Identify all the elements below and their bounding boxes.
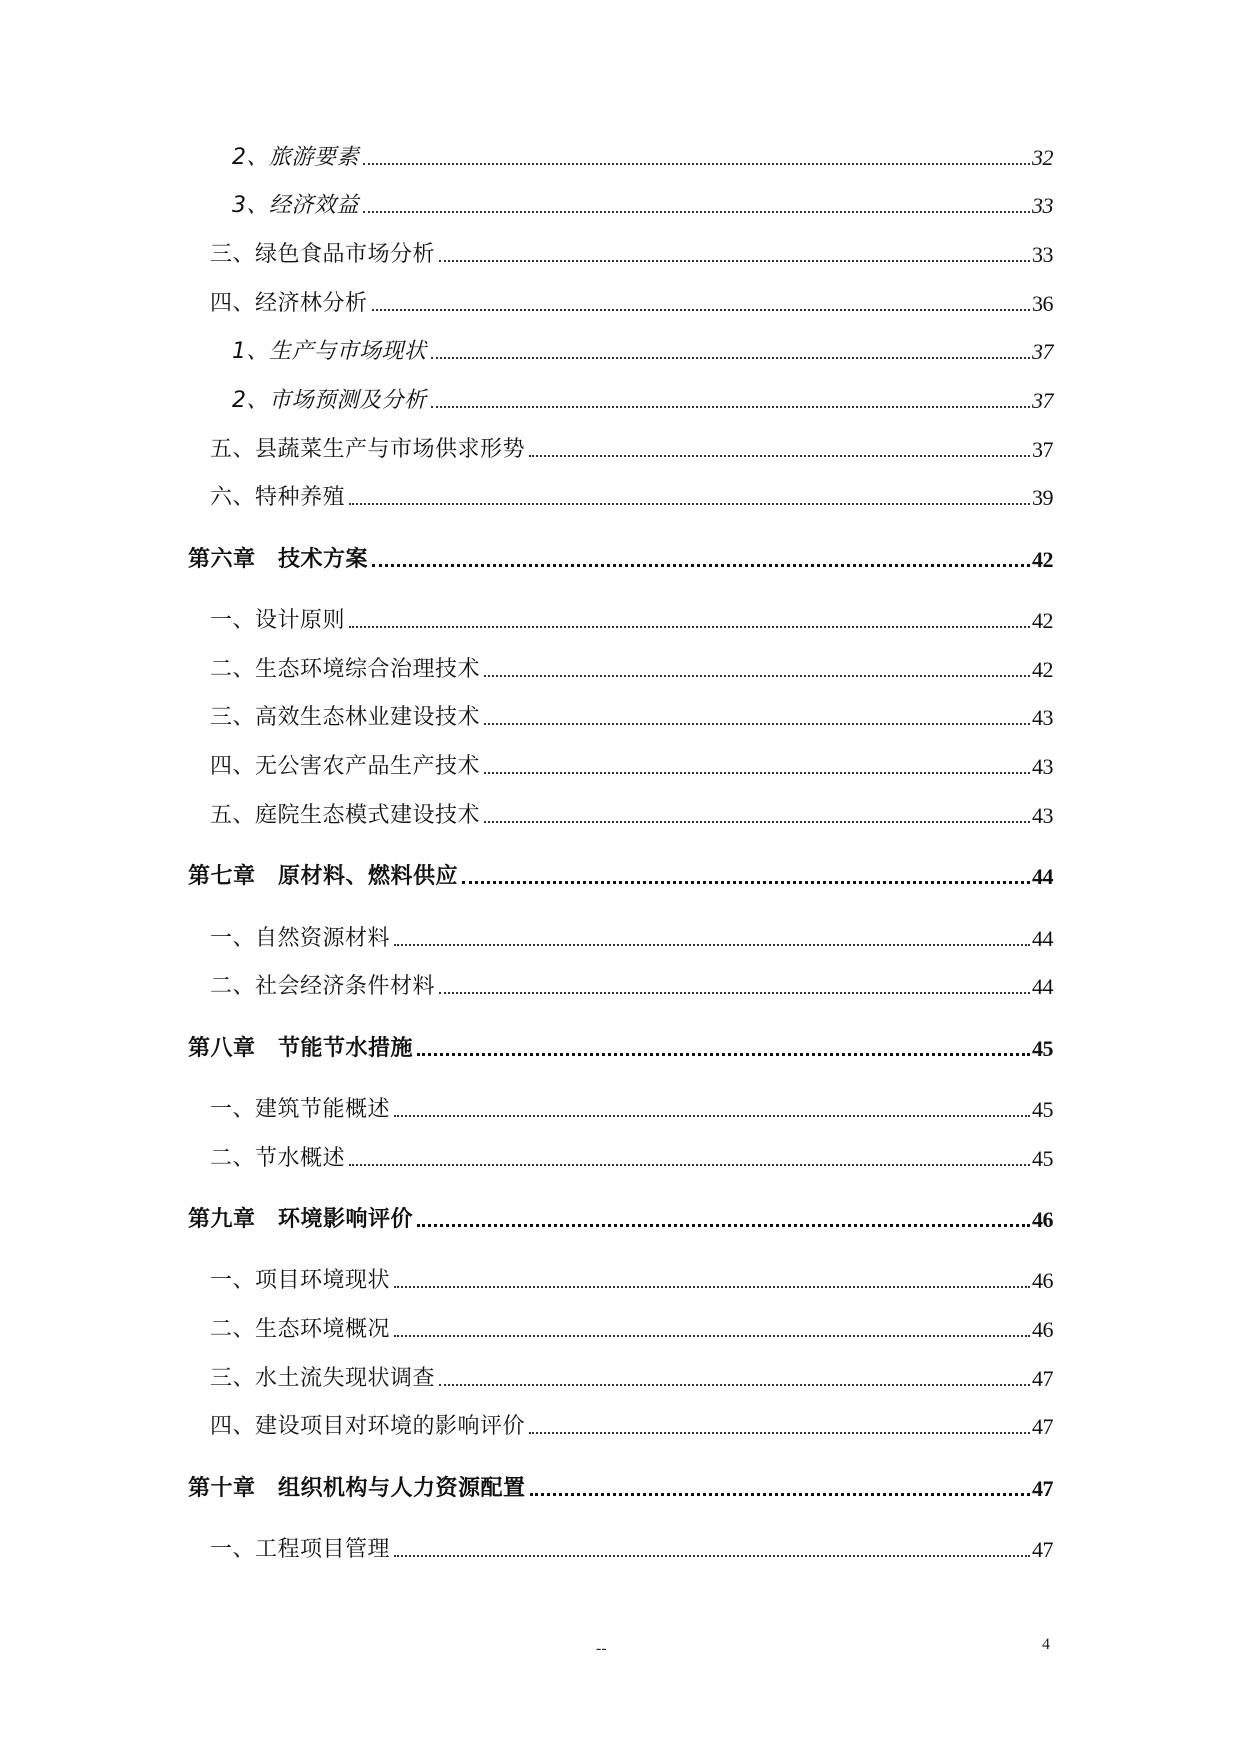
toc-entry-label: 第六章 技术方案	[188, 547, 369, 572]
toc-dot-leader	[394, 1286, 1030, 1288]
toc-dot-leader	[394, 1555, 1030, 1557]
toc-dot-leader	[431, 406, 1031, 408]
toc-dot-leader	[439, 992, 1030, 994]
toc-entry[interactable]	[232, 339, 1053, 365]
toc-dot-leader	[372, 309, 1030, 311]
toc-entry-page: 46	[1032, 1317, 1053, 1342]
toc-entry-page: 45	[1032, 1036, 1053, 1061]
page-number: 4	[1042, 1636, 1050, 1653]
toc-entry[interactable]	[210, 1146, 1053, 1172]
toc-entry-page: 42	[1032, 608, 1053, 633]
toc-chapter-entry[interactable]	[188, 1036, 1053, 1062]
toc-dot-leader	[484, 821, 1030, 823]
toc-entry-page: 36	[1032, 291, 1053, 316]
toc-dot-leader	[417, 1224, 1030, 1227]
toc-entry[interactable]	[210, 608, 1053, 634]
toc-dot-leader	[417, 1053, 1030, 1056]
toc-dot-leader	[462, 881, 1030, 884]
toc-entry-page: 45	[1032, 1146, 1053, 1171]
toc-entry-page: 44	[1032, 864, 1053, 889]
toc-entry-label: 2、旅游要素	[232, 145, 359, 170]
toc-entry[interactable]	[210, 1317, 1053, 1343]
toc-entry-label: 第十章 组织机构与人力资源配置	[188, 1476, 526, 1501]
toc-entry[interactable]	[210, 974, 1053, 1000]
toc-entry-page: 43	[1032, 754, 1053, 779]
toc-entry-page: 37	[1032, 339, 1053, 364]
toc-entry-label: 第八章 节能节水措施	[188, 1036, 414, 1061]
toc-chapter-entry[interactable]	[188, 1476, 1053, 1502]
toc-entry[interactable]	[210, 437, 1053, 463]
toc-entry-page: 43	[1032, 803, 1053, 828]
toc-entry-page: 42	[1032, 547, 1053, 572]
toc-entry-label: 四、经济林分析	[210, 291, 368, 316]
toc-entry-label: 二、节水概述	[210, 1146, 346, 1171]
toc-entry-page: 39	[1032, 485, 1053, 510]
toc-entry-label: 2、市场预测及分析	[232, 388, 427, 413]
toc-entry-label: 五、庭院生态模式建设技术	[210, 803, 481, 828]
toc-dot-leader	[484, 675, 1030, 677]
toc-dot-leader	[363, 211, 1030, 213]
toc-entry-page: 47	[1032, 1366, 1053, 1391]
toc-entry-label: 二、生态环境概况	[210, 1317, 391, 1342]
toc-dot-leader	[394, 1115, 1030, 1117]
toc-entry[interactable]	[210, 1097, 1053, 1123]
toc-entry-page: 33	[1032, 193, 1053, 218]
toc-dot-leader	[349, 1164, 1030, 1166]
footer-mark: --	[596, 1640, 607, 1657]
toc-entry-page: 32	[1032, 145, 1053, 170]
toc-dot-leader	[439, 260, 1030, 262]
toc-entry-page: 42	[1032, 657, 1053, 682]
toc-dot-leader	[484, 772, 1030, 774]
toc-entry-page: 37	[1032, 437, 1053, 462]
toc-entry-page: 47	[1032, 1476, 1053, 1501]
toc-entry-page: 44	[1032, 926, 1053, 951]
toc-entry[interactable]	[210, 1268, 1053, 1294]
toc-entry[interactable]	[210, 803, 1053, 829]
toc-dot-leader	[529, 455, 1030, 457]
toc-dot-leader	[372, 564, 1030, 567]
toc-entry[interactable]	[210, 705, 1053, 731]
toc-entry-label: 一、项目环境现状	[210, 1268, 391, 1293]
toc-entry-page: 47	[1032, 1537, 1053, 1562]
toc-entry-page: 43	[1032, 705, 1053, 730]
toc-entry[interactable]	[210, 657, 1053, 683]
toc-dot-leader	[484, 723, 1030, 725]
toc-dot-leader	[394, 944, 1030, 946]
toc-entry[interactable]	[232, 145, 1053, 171]
toc-entry-label: 一、建筑节能概述	[210, 1097, 391, 1122]
toc-entry-page: 46	[1032, 1268, 1053, 1293]
toc-entry[interactable]	[210, 485, 1053, 511]
toc-entry-label: 二、社会经济条件材料	[210, 974, 436, 999]
toc-chapter-entry[interactable]	[188, 1207, 1053, 1233]
toc-dot-leader	[349, 503, 1030, 505]
toc-dot-leader	[349, 626, 1030, 628]
toc-entry[interactable]	[210, 926, 1053, 952]
toc-entry-label: 三、绿色食品市场分析	[210, 242, 436, 267]
toc-entry-page: 37	[1032, 388, 1053, 413]
toc-entry[interactable]	[210, 754, 1053, 780]
toc-entry-label: 一、工程项目管理	[210, 1537, 391, 1562]
toc-entry-label: 五、县蔬菜生产与市场供求形势	[210, 437, 526, 462]
toc-dot-leader	[431, 357, 1031, 359]
toc-entry-label: 三、水土流失现状调查	[210, 1366, 436, 1391]
toc-entry[interactable]	[210, 1537, 1053, 1563]
toc-entry-label: 第七章 原材料、燃料供应	[188, 864, 459, 889]
toc-entry-label: 3、经济效益	[232, 193, 359, 218]
toc-entry-label: 六、特种养殖	[210, 485, 346, 510]
toc-entry-label: 1、生产与市场现状	[232, 339, 427, 364]
toc-entry[interactable]	[210, 242, 1053, 268]
toc-entry-label: 四、无公害农产品生产技术	[210, 754, 481, 779]
toc-entry[interactable]	[210, 1414, 1053, 1440]
toc-dot-leader	[439, 1384, 1030, 1386]
toc-dot-leader	[394, 1335, 1030, 1337]
toc-entry[interactable]	[232, 388, 1053, 414]
toc-entry[interactable]	[210, 291, 1053, 317]
toc-entry-page: 45	[1032, 1097, 1053, 1122]
toc-entry-label: 一、自然资源材料	[210, 926, 391, 951]
toc-entry-page: 33	[1032, 242, 1053, 267]
toc-entry-page: 44	[1032, 974, 1053, 999]
toc-entry-page: 46	[1032, 1207, 1053, 1232]
toc-entry[interactable]	[232, 193, 1053, 219]
toc-dot-leader	[529, 1432, 1030, 1434]
toc-dot-leader	[363, 163, 1030, 165]
toc-entry-label: 一、设计原则	[210, 608, 346, 633]
toc-entry-label: 二、生态环境综合治理技术	[210, 657, 481, 682]
toc-chapter-entry[interactable]	[188, 864, 1053, 890]
toc-entry-label: 四、建设项目对环境的影响评价	[210, 1414, 526, 1439]
toc-entry-label: 三、高效生态林业建设技术	[210, 705, 481, 730]
toc-entry-label: 第九章 环境影响评价	[188, 1207, 414, 1232]
toc-entry[interactable]	[210, 1366, 1053, 1392]
toc-entry-page: 47	[1032, 1414, 1053, 1439]
toc-chapter-entry[interactable]	[188, 547, 1053, 573]
toc-dot-leader	[530, 1493, 1030, 1496]
